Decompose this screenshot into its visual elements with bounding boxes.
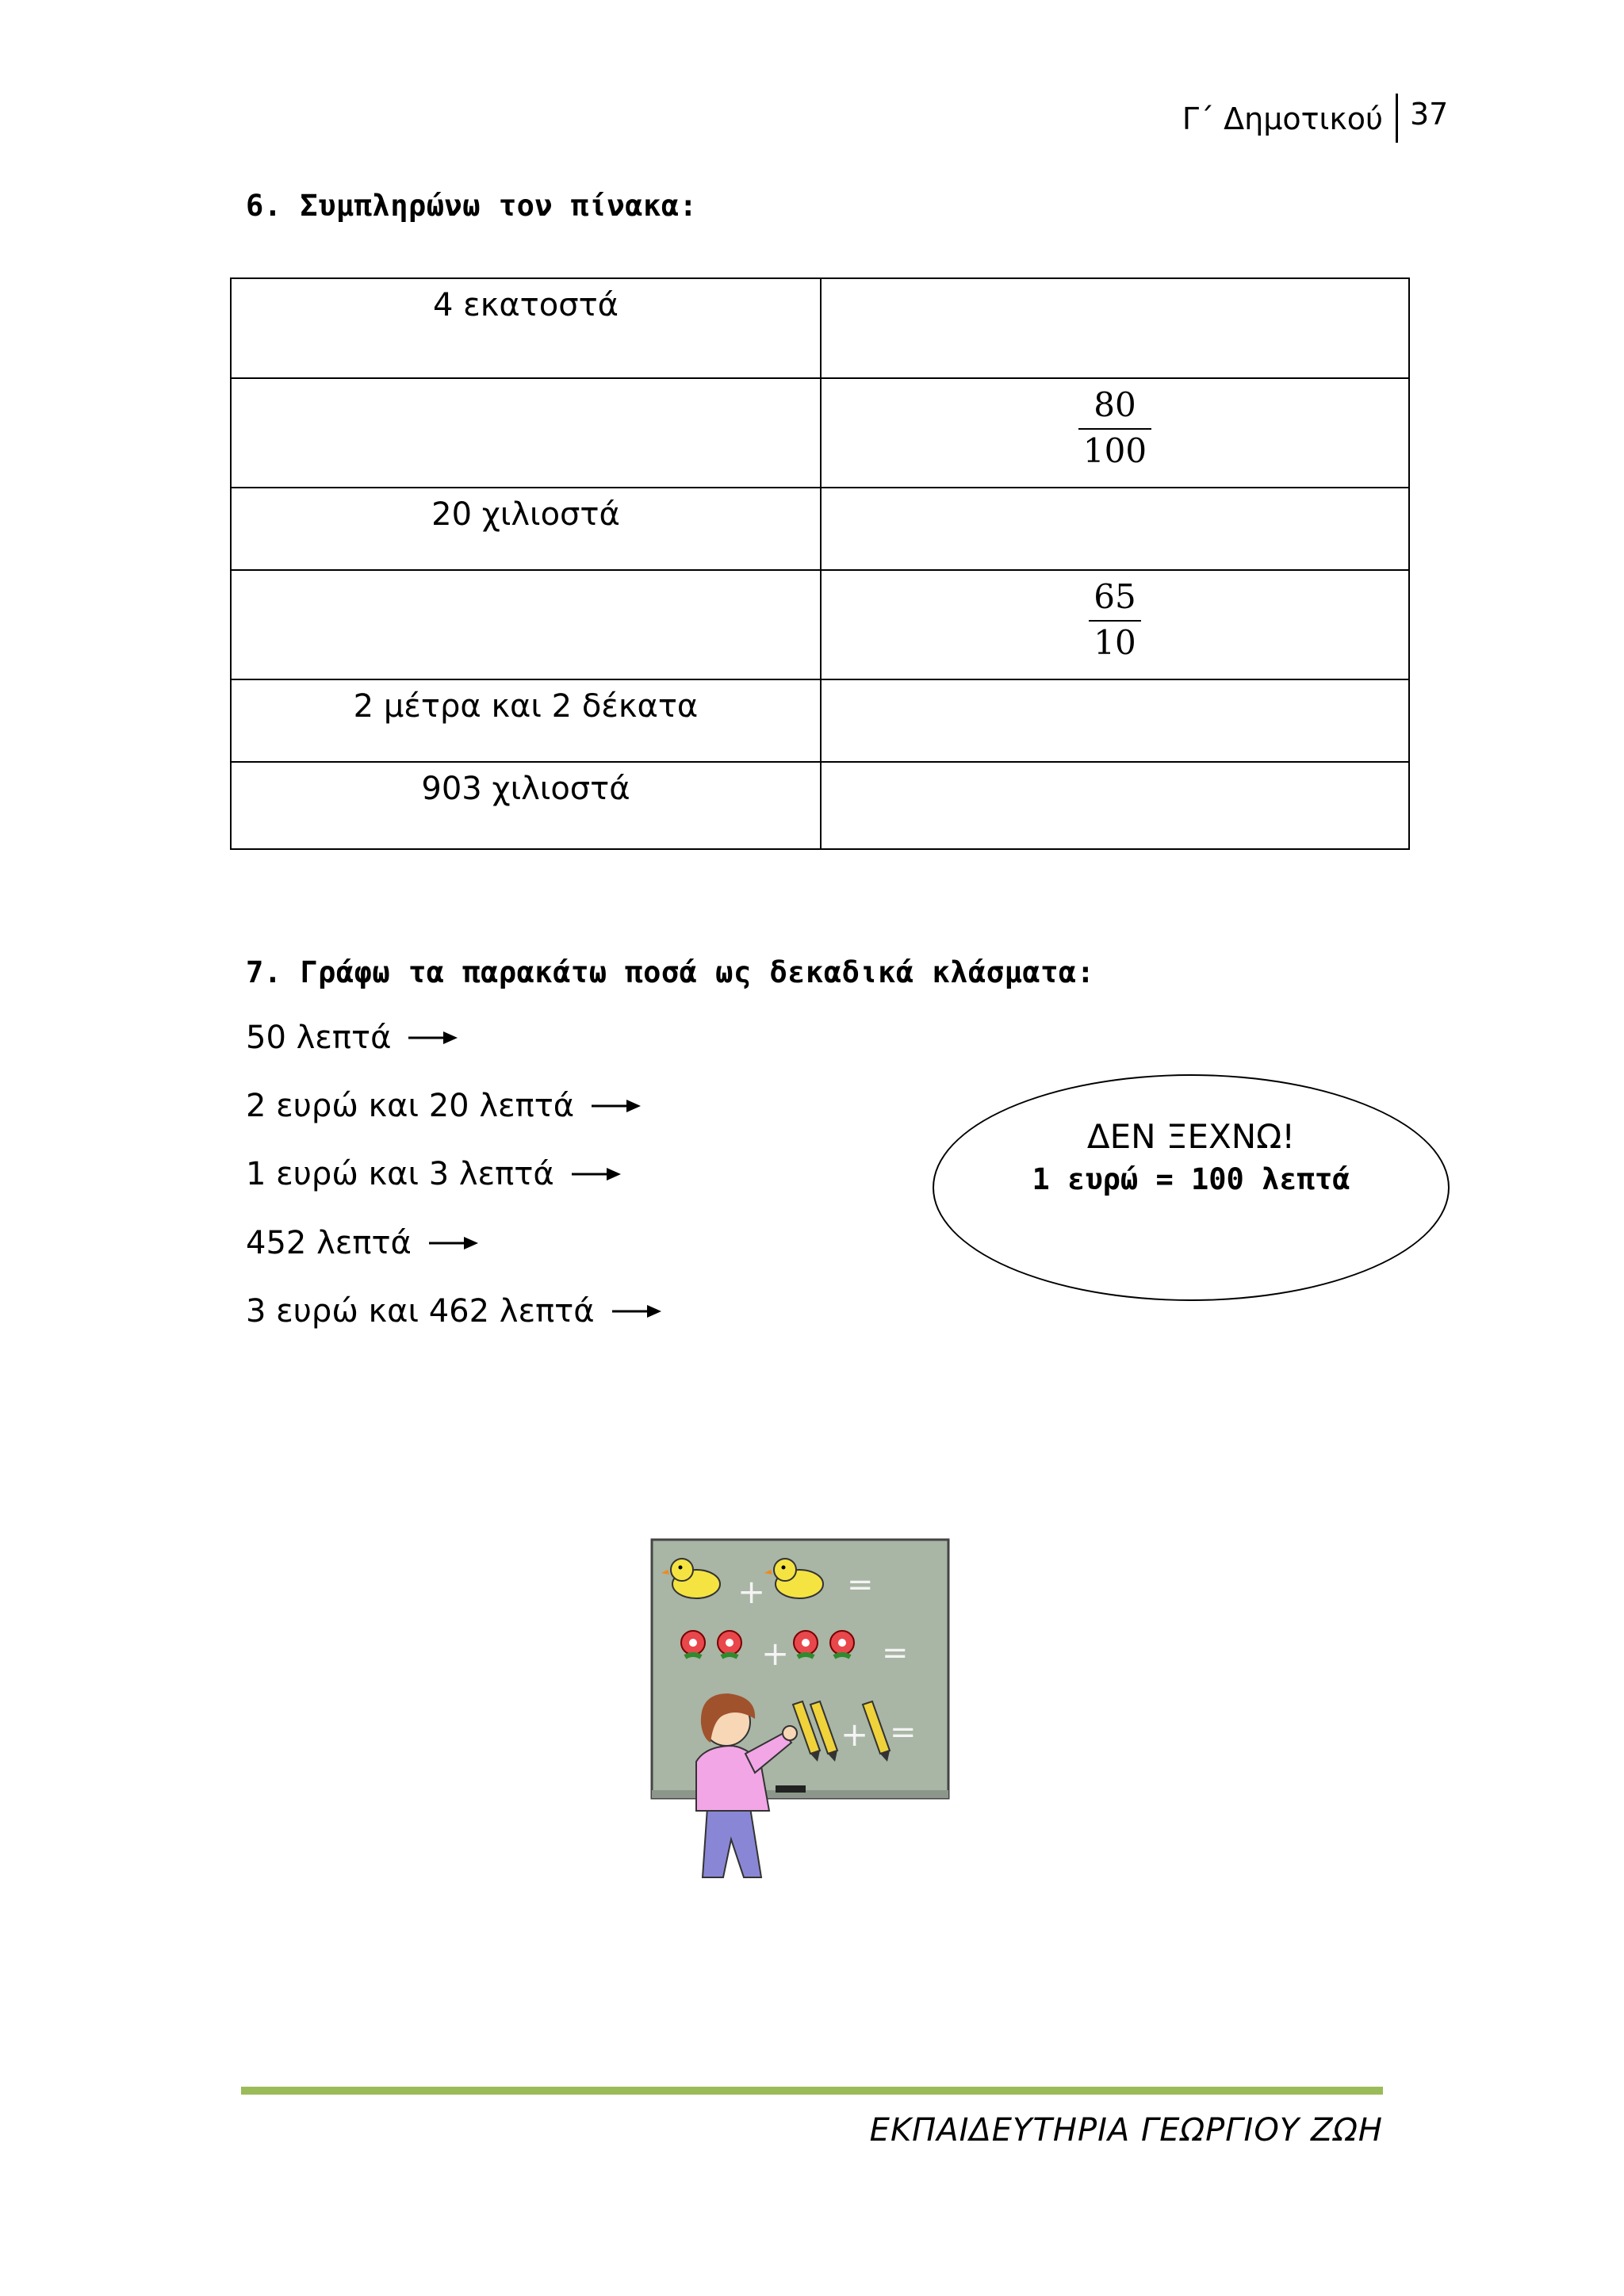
table-row <box>231 762 1409 849</box>
table-cell-left[interactable] <box>231 378 821 488</box>
exercise-6-title: 6. Συμπληρώνω τον πίνακα: <box>246 189 698 223</box>
reminder-callout <box>933 1074 1450 1301</box>
fraction-80-100 <box>1078 379 1151 469</box>
fraction-numerator: 80 <box>1094 385 1136 424</box>
arrow-right-icon <box>612 1302 661 1321</box>
amount-label: 1 ευρώ και 3 λεπτά <box>246 1156 554 1192</box>
plus-symbol: + <box>761 1634 790 1673</box>
amount-label: 3 ευρώ και 462 λεπτά <box>246 1293 595 1330</box>
table-cell-left[interactable]: 20 χιλιοστά <box>231 488 821 570</box>
arrow-right-icon <box>592 1096 641 1115</box>
footer-divider <box>241 2087 1383 2095</box>
table-cell-left[interactable]: 2 μέτρα και 2 δέκατα <box>231 679 821 762</box>
fraction-denominator: 100 <box>1078 428 1151 469</box>
reminder-text: 1 ευρώ = 100 λεπτά <box>1032 1162 1350 1196</box>
eraser-icon <box>776 1785 806 1793</box>
table-row <box>231 278 1409 378</box>
equals-symbol: = <box>890 1714 917 1751</box>
fraction-65-10 <box>1089 571 1140 661</box>
amount-label: 2 ευρώ και 20 λεπτά <box>246 1088 575 1124</box>
table-row <box>231 679 1409 762</box>
amount-label: 452 λεπτά <box>246 1225 412 1261</box>
arrow-right-icon <box>408 1028 458 1047</box>
table-cell-left[interactable]: 903 χιλιοστά <box>231 762 821 849</box>
list-item <box>246 1020 458 1056</box>
plus-symbol: + <box>841 1715 869 1754</box>
fraction-denominator: 10 <box>1089 620 1140 661</box>
table-cell-right[interactable] <box>821 762 1409 849</box>
list-item <box>246 1293 661 1330</box>
equals-symbol: = <box>847 1567 874 1603</box>
arrow-right-icon <box>572 1165 621 1184</box>
header-title: Γ΄ Δημοτικού <box>1182 101 1383 136</box>
fill-table <box>230 277 1410 850</box>
table-cell-right[interactable] <box>821 570 1409 679</box>
equals-symbol: = <box>882 1635 909 1671</box>
amount-label: 50 λεπτά <box>246 1020 392 1056</box>
table-cell-right[interactable] <box>821 488 1409 570</box>
footer-text: ΕΚΠΑΙΔΕΥΤΗΡΙΑ ΓΕΩΡΓΙΟΥ ΖΩΗ <box>869 2112 1383 2149</box>
table-cell-left[interactable] <box>231 570 821 679</box>
chalkboard-illustration <box>650 1538 952 1879</box>
list-item <box>246 1225 478 1261</box>
header-separator <box>1396 94 1398 143</box>
reminder-title: ΔΕΝ ΞΕΧΝΩ! <box>1086 1117 1296 1156</box>
exercise-7-title: 7. Γράφω τα παρακάτω ποσά ως δεκαδικά κλάσματα: <box>246 955 1095 989</box>
list-item <box>246 1088 641 1124</box>
table-row <box>231 488 1409 570</box>
page-number: 37 <box>1410 97 1449 132</box>
fraction-numerator: 65 <box>1094 577 1136 616</box>
table-cell-right[interactable] <box>821 679 1409 762</box>
arrow-right-icon <box>429 1234 478 1253</box>
list-item <box>246 1156 621 1192</box>
plus-symbol: + <box>737 1572 766 1611</box>
table-row <box>231 570 1409 679</box>
table-cell-right[interactable] <box>821 278 1409 378</box>
table-row <box>231 378 1409 488</box>
table-cell-right[interactable] <box>821 378 1409 488</box>
table-cell-left[interactable]: 4 εκατοστά <box>231 278 821 378</box>
